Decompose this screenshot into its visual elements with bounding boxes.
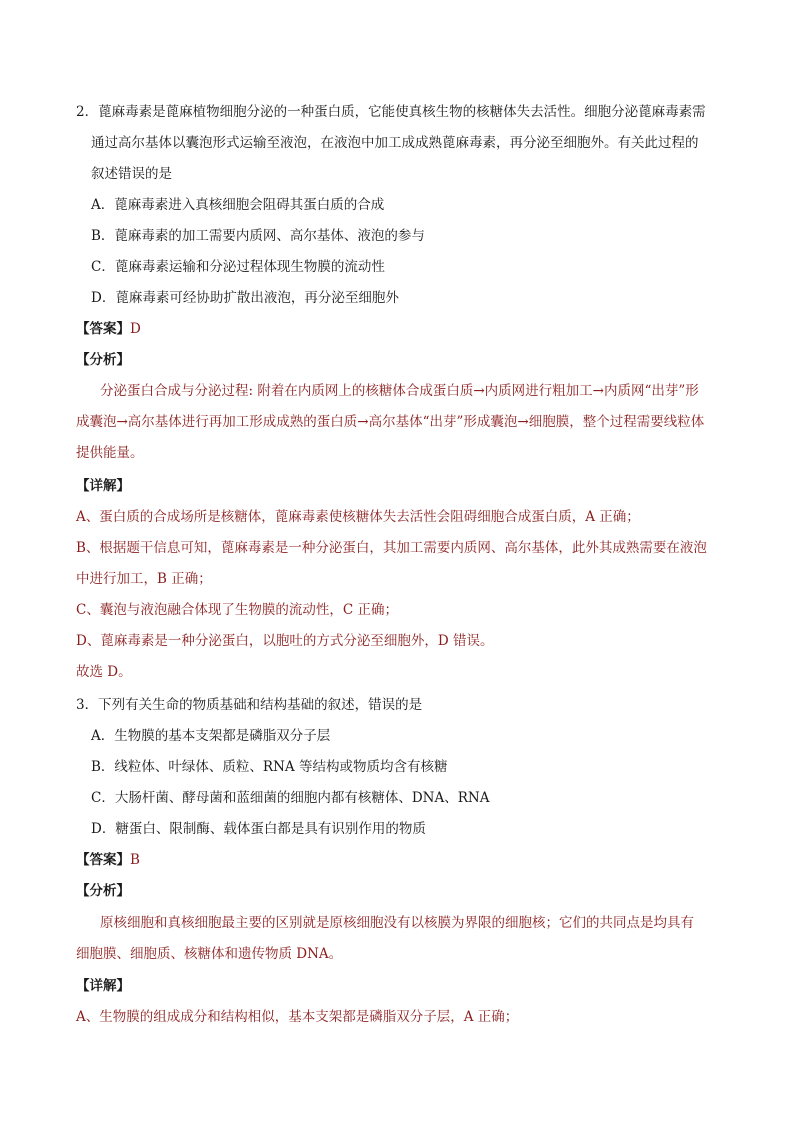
- q2-detail-line-2: B、根据题干信息可知，蓖麻毒素是一种分泌蛋白，其加工需要内质网、高尔基体，此外其成熟需要在液泡: [76, 540, 707, 556]
- q2-detail-line-5: D、蓖麻毒素是一种分泌蛋白，以胞吐的方式分泌至细胞外，D 错误。: [76, 633, 494, 649]
- q2-option-b: B．蓖麻毒素的加工需要内质网、高尔基体、液泡的参与: [91, 228, 425, 244]
- q3-option-b: B．线粒体、叶绿体、质粒、RNA 等结构或物质均含有核糖: [91, 759, 448, 775]
- q3-answer-label: 【答案】: [76, 852, 130, 868]
- q3-analysis-line-1: 原核细胞和真核细胞最主要的区别就是原核细胞没有以核膜为界限的细胞核；它们的共同点是均具有: [100, 915, 694, 931]
- q2-answer-line: [76, 319, 141, 339]
- q3-analysis-line-2: 细胞膜、细胞质、核糖体和遗传物质 DNA。: [76, 946, 343, 962]
- q3-analysis-label: 【分析】: [76, 883, 130, 899]
- q2-option-c: C．蓖麻毒素运输和分泌过程体现生物膜的流动性: [91, 259, 385, 275]
- q3-answer-value: B: [130, 852, 140, 868]
- q2-analysis-line-3: 提供能量。: [76, 445, 144, 461]
- q2-detail-label: 【详解】: [76, 478, 130, 494]
- q3-option-c: C．大肠杆菌、酵母菌和蓝细菌的细胞内都有核糖体、DNA、RNA: [91, 790, 490, 806]
- q2-detail-line-4: C、囊泡与液泡融合体现了生物膜的流动性，C 正确；: [76, 602, 398, 618]
- q2-detail-line-3: 中进行加工，B 正确；: [76, 571, 212, 587]
- q2-stem-line-3: 叙述错误的是: [91, 166, 172, 182]
- q3-option-a: A．生物膜的基本支架都是磷脂双分子层: [91, 728, 331, 744]
- q3-answer-line: [76, 850, 140, 870]
- q2-stem-line-2: 通过高尔基体以囊泡形式运输至液泡，在液泡中加工成成熟蓖麻毒素，再分泌至细胞外。有关此过程的: [91, 135, 699, 151]
- q2-option-a: A．蓖麻毒素进入真核细胞会阻碍其蛋白质的合成: [91, 197, 385, 213]
- q2-detail-line-6: 故选 D。: [76, 664, 132, 680]
- q3-detail-line-1: A、生物膜的组成成分和结构相似，基本支架都是磷脂双分子层，A 正确；: [76, 1009, 519, 1025]
- q2-answer-label: 【答案】: [76, 321, 130, 337]
- q2-analysis-line-2: 成囊泡→高尔基体进行再加工形成成熟的蛋白质→高尔基体“出芽”形成囊泡→细胞膜，整个过程需要线粒体: [76, 414, 705, 430]
- q2-analysis-label: 【分析】: [76, 352, 130, 368]
- q2-option-d: D．蓖麻毒素可经协助扩散出液泡，再分泌至细胞外: [91, 290, 399, 306]
- q2-stem-line-1: 2．蓖麻毒素是蓖麻植物细胞分泌的一种蛋白质，它能使真核生物的核糖体失去活性。细胞分泌蓖麻毒素需: [76, 104, 706, 120]
- q2-answer-value: D: [130, 321, 141, 337]
- q3-detail-label: 【详解】: [76, 978, 130, 994]
- q3-option-d: D．糖蛋白、限制酶、载体蛋白都是具有识别作用的物质: [91, 821, 426, 837]
- q2-detail-line-1: A、蛋白质的合成场所是核糖体，蓖麻毒素使核糖体失去活性会阻碍细胞合成蛋白质，A 正确；: [76, 509, 640, 525]
- q2-analysis-line-1: 分泌蛋白合成与分泌过程: 附着在内质网上的核糖体合成蛋白质→内质网进行粗加工→内质网“出芽”形: [100, 383, 699, 399]
- q3-stem-line-1: 3．下列有关生命的物质基础和结构基础的叙述，错误的是: [76, 697, 423, 713]
